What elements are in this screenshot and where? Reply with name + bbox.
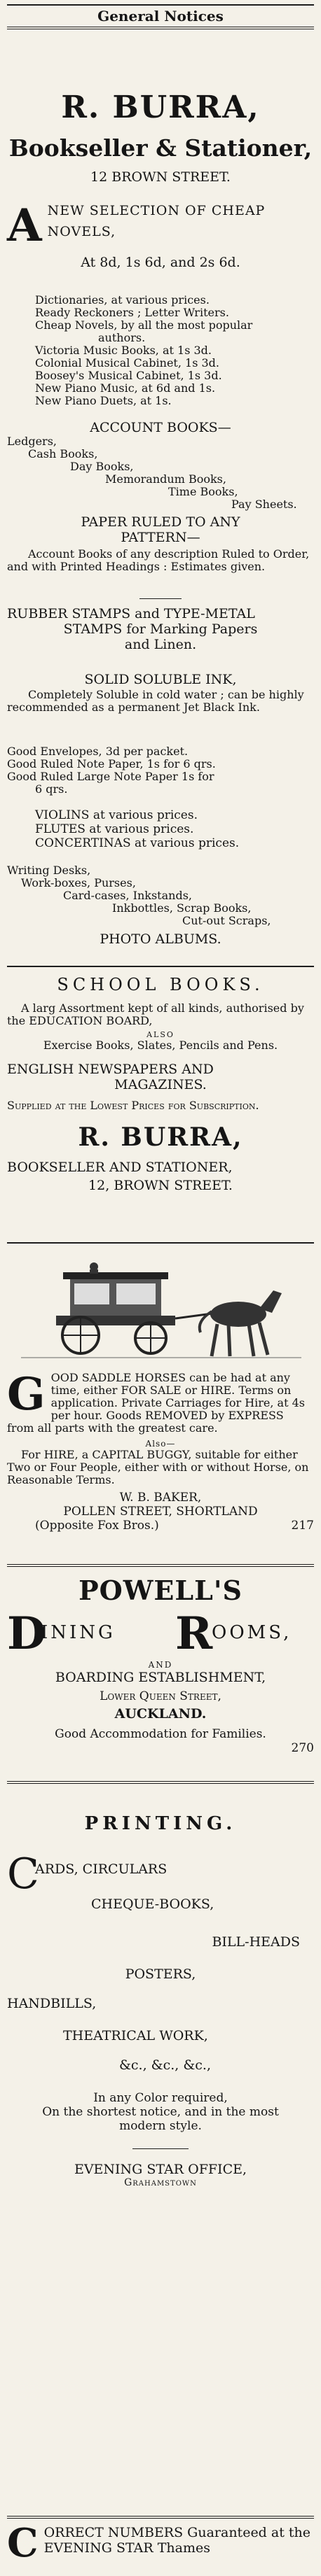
school-burra-trade: BOOKSELLER AND STATIONER, — [7, 1160, 233, 1175]
item-line: authors. — [98, 331, 146, 344]
news-line-2: MAGAZINES. — [114, 1077, 207, 1092]
cards-line — [7, 1850, 314, 1899]
cards-word: ARDS, CIRCULARS — [35, 1861, 168, 1877]
items-list-1 — [7, 294, 314, 407]
baker-opposite: (Opposite Fox Bros.) — [35, 1519, 159, 1533]
baker-opposite-line — [7, 1519, 314, 1533]
paper-item: Good Ruled Large Note Paper 1s for — [7, 770, 214, 783]
carriage-engraving — [7, 1260, 314, 1367]
printing-heading: PRINTING. — [84, 1813, 237, 1834]
stamps-line-3: and Linen. — [124, 637, 197, 652]
footer-notice — [7, 2520, 314, 2566]
drop-cap-r: R — [175, 1607, 213, 1660]
horses-text-2: For HIRE, a CAPITAL BUGGY, suitable for either Two or Four People, either with or without Horse, on Reasonable Terms. — [7, 1448, 309, 1486]
dining-rooms-line — [7, 1607, 314, 1660]
rule-5 — [7, 2516, 314, 2519]
stamps-line-2: STAMPS for Marking Papers — [63, 621, 258, 637]
handbills: HANDBILLS, — [7, 1996, 97, 2011]
account-heading: ACCOUNT BOOKS— — [90, 420, 231, 435]
cheque-books: CHEQUE-BOOKS, — [91, 1896, 214, 1912]
instrument-item: CONCERTINAS at various prices. — [35, 836, 240, 850]
powell-city: AUCKLAND. — [114, 1706, 207, 1722]
horses-also: Also— — [145, 1439, 176, 1449]
burra-advert — [7, 91, 314, 185]
account-item: Day Books, — [70, 460, 134, 473]
etc-line: &c., &c., &c., — [119, 2057, 211, 2073]
section-rule — [7, 1242, 314, 1244]
soluble-ink — [7, 672, 314, 714]
item-line: Victoria Music Books, at 1s 3d. — [35, 344, 212, 357]
ink-text: Completely Soluble in cold water ; can be highly recommended as a permanent Jet Black Ink. — [7, 688, 304, 714]
powell-accommodation: Good Accommodation for Families. — [55, 1727, 266, 1741]
rule-3 — [7, 1564, 314, 1567]
novels-section — [7, 199, 314, 270]
dining-word: INING — [41, 1622, 116, 1643]
item-line: New Piano Duets, at 1s. — [35, 394, 172, 407]
header-rule-bottom — [7, 27, 314, 29]
item-line: Dictionaries, at various prices. — [35, 293, 210, 307]
printing-advert — [7, 1813, 314, 2188]
school-burra-address: 12, BROWN STREET. — [88, 1178, 233, 1193]
drop-cap-c: C — [7, 1850, 39, 1899]
horses-text: OOD SADDLE HORSES can be had at any time, either FOR SALE or HIRE. Terms on application. Private Carriages for Hire, at 4s per hour. Goods REMOVED by EXPRESS from all parts with the greatest care. — [7, 1371, 305, 1435]
desk-item: Writing Desks, — [7, 864, 91, 877]
baker-name: W. B. BAKER, — [119, 1491, 202, 1505]
section-rule — [7, 1564, 314, 1567]
paper-ruled — [7, 514, 314, 573]
photo-albums: PHOTO ALBUMS. — [100, 931, 221, 947]
school-heading: SCHOOL BOOKS. — [57, 975, 264, 994]
baker-street: POLLEN STREET, SHORTLAND — [63, 1505, 258, 1519]
rubber-stamps — [7, 598, 314, 652]
office-town: Grahamstown — [124, 2177, 197, 2188]
paper-item: Good Ruled Note Paper, 1s for 6 qrs. — [7, 757, 216, 770]
section-rule — [7, 2516, 314, 2519]
account-item: Ledgers, — [7, 435, 57, 448]
drop-cap-d: D — [7, 1607, 46, 1660]
item-line: Cheap Novels, by all the most popular — [35, 318, 253, 332]
school-text: A larg Assortment kept of all kinds, authorised by the EDUCATION BOARD, — [7, 1001, 304, 1027]
advert-number: 217 — [291, 1519, 314, 1533]
supplied-text: Supplied at the Lowest Prices for Subscription. — [7, 1099, 259, 1112]
instrument-item: FLUTES at various prices. — [35, 822, 194, 836]
rooms-word: OOMS, — [212, 1622, 292, 1643]
paper-ruled-heading: PAPER RULED TO ANY — [81, 514, 240, 530]
colour-line-1: In any Color required, — [93, 2091, 228, 2105]
powell-street: Lower Queen Street, — [100, 1689, 221, 1703]
paper-ruled-heading-2: PATTERN— — [121, 530, 200, 545]
powell-name: POWELL'S — [78, 1575, 243, 1606]
office-name: EVENING STAR OFFICE, — [74, 2162, 247, 2177]
account-item: Cash Books, — [28, 447, 98, 460]
header-title: General Notices — [97, 8, 224, 24]
school-also: ALSO — [146, 1030, 175, 1039]
bill-heads: BILL-HEADS — [212, 1934, 300, 1950]
desk-item: Work-boxes, Purses, — [21, 876, 136, 889]
school-burra-name: R. BURRA, — [78, 1122, 243, 1152]
burra-name: R. BURRA, — [61, 90, 260, 125]
desk-item: Card-cases, Inkstands, — [63, 889, 192, 902]
section-rule — [7, 1781, 314, 1784]
account-item: Time Books, — [168, 485, 238, 498]
item-line: Boosey's Musical Cabinet, 1s 3d. — [35, 369, 222, 382]
news-line-1: ENGLISH NEWSPAPERS AND — [7, 1062, 214, 1077]
instruments — [7, 808, 314, 850]
account-books — [7, 420, 314, 511]
drop-cap-g: G — [7, 1368, 46, 1421]
posters: POSTERS, — [125, 1966, 196, 1982]
paper-item: Good Envelopes, 3d per packet. — [7, 745, 189, 758]
powell-and: AND — [148, 1660, 173, 1670]
burra-address: 12 BROWN STREET. — [90, 169, 231, 185]
instrument-item: VIOLINS at various prices. — [35, 808, 198, 822]
drop-cap-a: A — [7, 199, 42, 252]
school-books — [7, 974, 314, 1193]
horse-carriage-icon — [7, 1260, 314, 1365]
novels-prices: At 8d, 1s 6d, and 2s 6d. — [81, 255, 240, 270]
rule-2 — [7, 1242, 314, 1244]
account-item: Pay Sheets. — [231, 498, 297, 511]
horses-advert — [7, 1368, 314, 1533]
colour-line-2: On the shortest notice, and in the most — [42, 2105, 279, 2119]
drop-cap-c-footer: C — [7, 2520, 39, 2566]
stamps-line-1: RUBBER STAMPS and TYPE-METAL — [7, 606, 255, 621]
powell-boarding: BOARDING ESTABLISHMENT, — [55, 1670, 266, 1685]
footer-text: ORRECT NUMBERS Guaranteed at the EVENING STAR Thames — [43, 2525, 311, 2556]
rule-4 — [7, 1781, 314, 1784]
desk-item: Cut-out Scraps, — [182, 914, 271, 927]
novels-line-2: NOVELS, — [47, 224, 116, 239]
school-text-2: Exercise Books, Slates, Pencils and Pens. — [43, 1039, 278, 1052]
desk-item: Inkbottles, Scrap Books, — [112, 901, 252, 915]
advert-number: 270 — [291, 1741, 314, 1755]
column-header — [7, 4, 314, 29]
item-line: Ready Reckoners ; Letter Writers. — [35, 306, 229, 319]
account-item: Memorandum Books, — [105, 472, 226, 486]
item-line: New Piano Music, at 6d and 1s. — [35, 381, 216, 395]
divider — [139, 598, 182, 599]
rule-1 — [7, 966, 314, 967]
paper-ruled-text: Account Books of any description Ruled to Order, and with Printed Headings : Estimates given. — [7, 547, 310, 573]
divider — [132, 2148, 189, 2149]
desk-items — [7, 864, 314, 947]
novels-line-1: NEW SELECTION OF CHEAP — [47, 203, 266, 218]
item-line: Colonial Musical Cabinet, 1s 3d. — [35, 356, 220, 369]
theatrical-work: THEATRICAL WORK, — [63, 2028, 208, 2043]
section-rule — [7, 966, 314, 967]
paper-item: 6 qrs. — [35, 782, 68, 796]
ink-heading: SOLID SOLUBLE INK, — [84, 672, 237, 687]
colour-line-3: modern style. — [119, 2119, 202, 2133]
paper-items — [7, 745, 314, 796]
powell-advert — [7, 1575, 314, 1755]
burra-trade: Bookseller & Stationer, — [8, 134, 313, 162]
